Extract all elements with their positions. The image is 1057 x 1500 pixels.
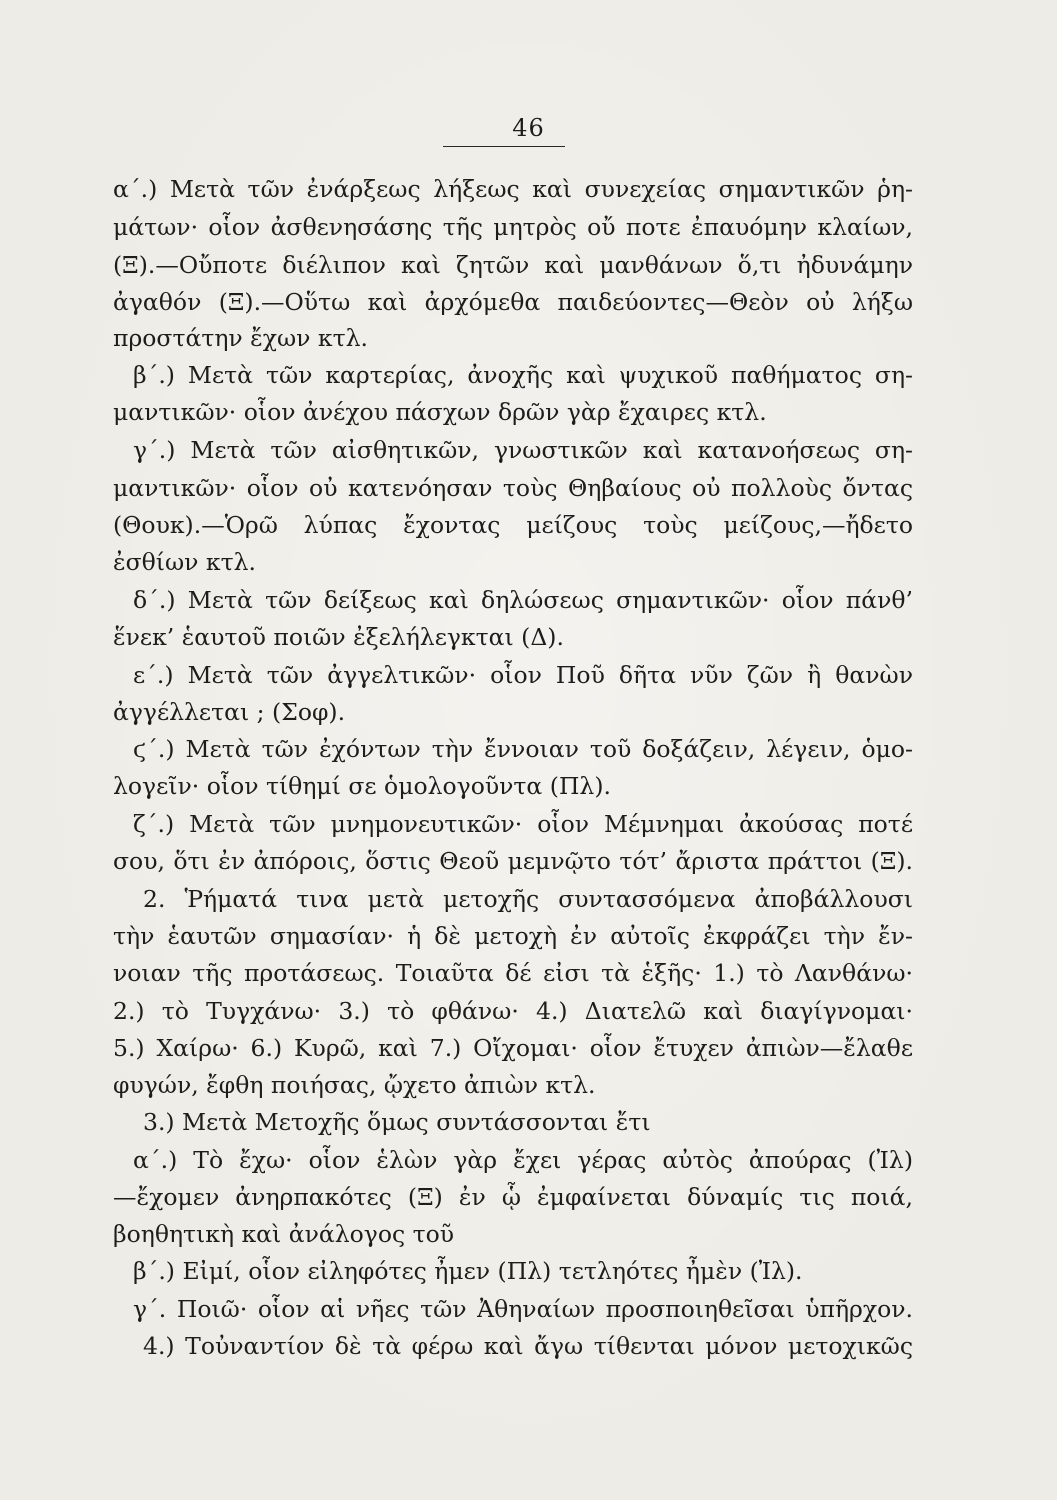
header-rule [443,146,565,147]
text-line-9: μαντικῶν· οἷον οὐ κατενόησαν τοὺς Θηβαίους οὐ πολλοὺς ὄντας [113,474,913,502]
text-line-30: β΄.) Εἰμί, οἷον εἰληφότες ἦμεν (Πλ) τετληότες ἦμὲν (Ἰλ). [133,1257,803,1285]
text-line-3: (Ξ).—Οὔποτε διέλιπον καὶ ζητῶν καὶ μανθάνων ὅ,τι ἠδυνάμην [113,251,913,279]
text-line-29: βοηθητικὴ καὶ ἀνάλογος τοῦ [113,1220,455,1248]
text-line-14: ε΄.) Μετὰ τῶν ἀγγελτικῶν· οἷον Ποῦ δῆτα νῦν ζῶν ἢ θανὼν [133,661,913,689]
text-line-6: β΄.) Μετὰ τῶν καρτερίας, ἀνοχῆς καὶ ψυχικοῦ παθήματος ση- [133,361,913,389]
text-line-11: ἐσθίων κτλ. [113,548,256,576]
text-line-22: νοιαν τῆς προτάσεως. Τοιαῦτα δέ εἰσι τὰ ἑξῆς· 1.) τὸ Λανθάνω· [113,959,913,987]
text-line-15: ἀγγέλλεται ; (Σοφ). [113,698,346,726]
text-line-5: προστάτην ἔχων κτλ. [113,324,368,352]
text-line-4: ἀγαθόν (Ξ).—Οὕτω καὶ ἀρχόμεθα παιδεύοντες—Θεὸν οὐ λήξω [113,288,913,316]
text-line-8: γ΄.) Μετὰ τῶν αἰσθητικῶν, γνωστικῶν καὶ κατανοήσεως ση- [133,436,913,464]
text-line-16: ϛ΄.) Μετὰ τῶν ἐχόντων τὴν ἔννοιαν τοῦ δοξάζειν, λέγειν, ὁμο- [133,735,913,763]
text-line-17: λογεῖν· οἷον τίθημί σε ὁμολογοῦντα (Πλ). [113,772,611,800]
text-line-32: 4.) Τοὐναντίον δὲ τὰ φέρω καὶ ἄγω τίθενται μόνον μετοχικῶς [143,1332,913,1360]
text-line-10: (Θουκ).—Ὁρῶ λύπας ἔχοντας μείζους τοὺς μείζους,—ἤδετο [113,511,913,539]
text-line-12: δ΄.) Μετὰ τῶν δείξεως καὶ δηλώσεως σημαντικῶν· οἷον πάνθ’ [133,586,913,614]
text-line-20: 2. Ῥήματά τινα μετὰ μετοχῆς συντασσόμενα ἀποβάλλουσι [143,885,913,913]
page-number: 46 [512,114,545,142]
text-line-1: α΄.) Μετὰ τῶν ἐνάρξεως λήξεως καὶ συνεχείας σημαντικῶν ῥη- [113,175,913,203]
text-line-28: —ἔχομεν ἀνηρπακότες (Ξ) ἐν ᾧ ἐμφαίνεται δύναμίς τις ποιά, [113,1183,913,1211]
text-line-18: ζ΄.) Μετὰ τῶν μνημονευτικῶν· οἷον Μέμνημαι ἀκούσας ποτέ [133,810,913,838]
text-line-13: ἕνεκ’ ἑαυτοῦ ποιῶν ἐξελήλεγκται (Δ). [113,623,564,651]
text-line-27: α΄.) Τὸ ἔχω· οἷον ἑλὼν γὰρ ἔχει γέρας αὐτὸς ἀπούρας (Ἰλ) [133,1146,913,1174]
text-line-21: τὴν ἑαυτῶν σημασίαν· ἡ δὲ μετοχὴ ἐν αὐτοῖς ἐκφράζει τὴν ἔν- [113,922,913,950]
text-line-25: φυγών, ἔφθη ποιήσας, ᾤχετο ἀπιὼν κτλ. [113,1071,596,1099]
text-line-2: μάτων· οἷον ἀσθενησάσης τῆς μητρὸς οὔ ποτε ἐπαυόμην κλαίων, [113,213,913,241]
text-line-23: 2.) τὸ Τυγχάνω· 3.) τὸ φθάνω· 4.) Διατελῶ καὶ διαγίγνομαι· [113,997,913,1025]
text-line-7: μαντικῶν· οἷον ἀνέχου πάσχων δρῶν γὰρ ἔχαιρες κτλ. [113,398,767,426]
text-line-24: 5.) Χαίρω· 6.) Κυρῶ, καὶ 7.) Οἴχομαι· οἷον ἔτυχεν ἀπιὼν—ἔλαθε [113,1034,913,1062]
text-line-26: 3.) Μετὰ Μετοχῆς ὅμως συντάσσονται ἔτι [143,1108,651,1136]
text-line-19: σου, ὅτι ἐν ἀπόροις, ὅστις Θεοῦ μεμνῷτο τότ’ ἄριστα πράττοι (Ξ). [113,847,913,875]
text-line-31: γ΄. Ποιῶ· οἷον αἱ νῆες τῶν Ἀθηναίων προσποιηθεῖσαι ὑπῆρχον. [133,1295,913,1323]
